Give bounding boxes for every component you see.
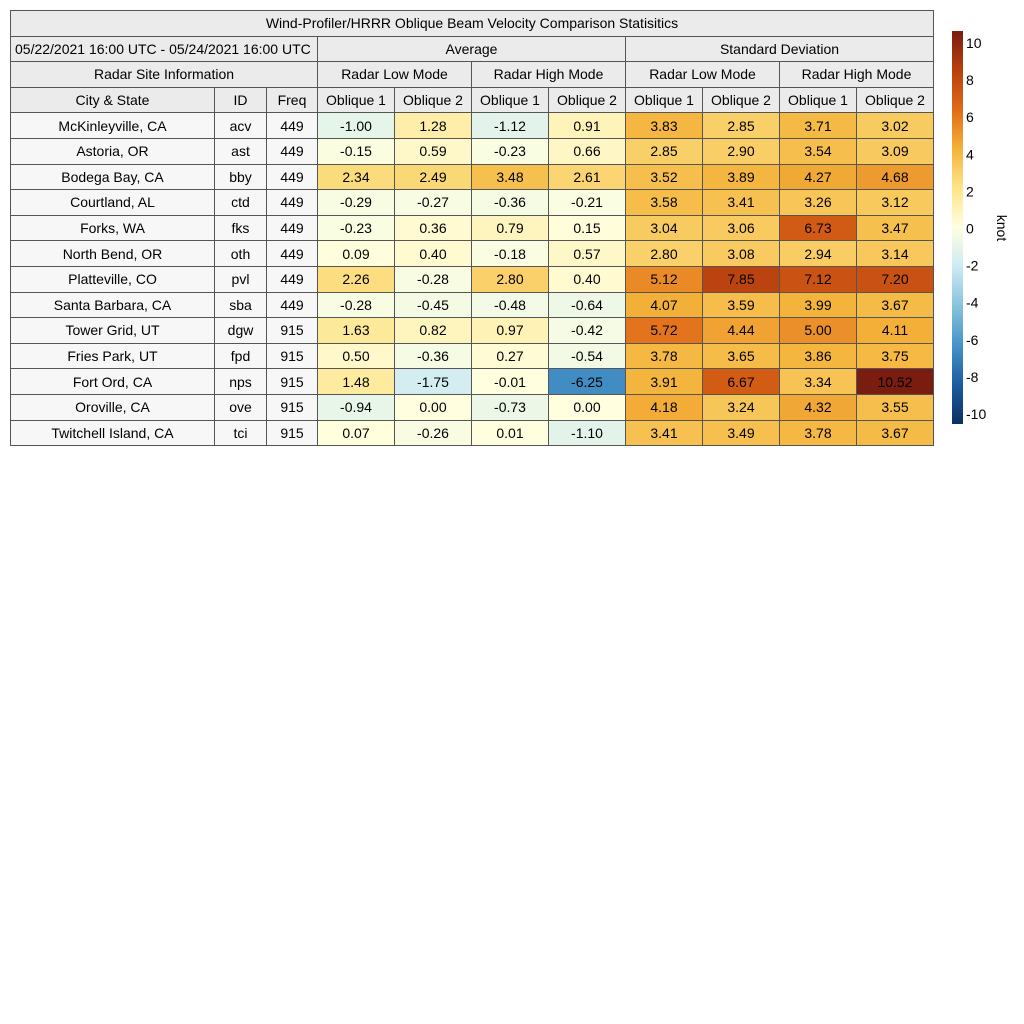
- time-period: 05/22/2021 16:00 UTC - 05/24/2021 16:00 UTC: [11, 36, 318, 62]
- table-row: [11, 343, 934, 369]
- value-cell: -0.28: [395, 266, 472, 292]
- freq-cell: 915: [267, 420, 318, 446]
- value-cell: 3.54: [780, 138, 857, 164]
- value-cell: 3.99: [780, 292, 857, 318]
- value-cell: 5.12: [626, 266, 703, 292]
- city-cell: Platteville, CO: [11, 266, 215, 292]
- colorbar-tick-label: 4: [966, 146, 974, 163]
- value-cell: -0.23: [472, 138, 549, 164]
- id-cell: fpd: [215, 343, 267, 369]
- value-cell: 3.02: [857, 113, 934, 139]
- city-cell: McKinleyville, CA: [11, 113, 215, 139]
- colorbar-tick-label: 8: [966, 72, 974, 89]
- value-cell: -0.21: [549, 190, 626, 216]
- value-cell: 7.20: [857, 266, 934, 292]
- value-cell: 1.48: [318, 369, 395, 395]
- id-cell: ast: [215, 138, 267, 164]
- value-cell: 3.83: [626, 113, 703, 139]
- city-cell: Bodega Bay, CA: [11, 164, 215, 190]
- value-cell: 5.00: [780, 318, 857, 344]
- value-cell: 3.04: [626, 215, 703, 241]
- value-cell: 4.07: [626, 292, 703, 318]
- colorbar-gradient: [952, 31, 963, 424]
- table-row: [11, 420, 934, 446]
- city-cell: Tower Grid, UT: [11, 318, 215, 344]
- mode-header: Radar High Mode: [472, 62, 626, 88]
- value-cell: 0.15: [549, 215, 626, 241]
- value-cell: 2.85: [703, 113, 780, 139]
- value-cell: 2.90: [703, 138, 780, 164]
- value-cell: -0.73: [472, 394, 549, 420]
- value-cell: 4.27: [780, 164, 857, 190]
- city-cell: Courtland, AL: [11, 190, 215, 216]
- value-cell: 0.27: [472, 343, 549, 369]
- value-cell: 3.08: [703, 241, 780, 267]
- value-cell: 7.12: [780, 266, 857, 292]
- value-cell: -0.23: [318, 215, 395, 241]
- value-cell: 3.14: [857, 241, 934, 267]
- value-cell: 3.26: [780, 190, 857, 216]
- colorbar-tick-label: -6: [966, 331, 979, 348]
- value-cell: 0.59: [395, 138, 472, 164]
- value-cell: 0.01: [472, 420, 549, 446]
- city-cell: Twitchell Island, CA: [11, 420, 215, 446]
- value-cell: -1.12: [472, 113, 549, 139]
- beam-column-header: Oblique 1: [472, 87, 549, 113]
- beam-column-header: Oblique 2: [703, 87, 780, 113]
- value-cell: 0.79: [472, 215, 549, 241]
- value-cell: 3.58: [626, 190, 703, 216]
- value-cell: -0.36: [472, 190, 549, 216]
- freq-cell: 449: [267, 113, 318, 139]
- table-row: [11, 266, 934, 292]
- value-cell: 6.73: [780, 215, 857, 241]
- id-cell: tci: [215, 420, 267, 446]
- value-cell: 3.52: [626, 164, 703, 190]
- mode-header: Radar Low Mode: [626, 62, 780, 88]
- id-cell: fks: [215, 215, 267, 241]
- freq-cell: 449: [267, 215, 318, 241]
- value-cell: 1.28: [395, 113, 472, 139]
- value-cell: 0.50: [318, 343, 395, 369]
- city-cell: Santa Barbara, CA: [11, 292, 215, 318]
- colorbar-tick-label: 10: [966, 35, 982, 51]
- value-cell: 3.91: [626, 369, 703, 395]
- freq-cell: 915: [267, 318, 318, 344]
- value-cell: -0.64: [549, 292, 626, 318]
- value-cell: -6.25: [549, 369, 626, 395]
- value-cell: 3.48: [472, 164, 549, 190]
- value-cell: 3.12: [857, 190, 934, 216]
- value-cell: 3.41: [626, 420, 703, 446]
- value-cell: 2.49: [395, 164, 472, 190]
- value-cell: 3.41: [703, 190, 780, 216]
- id-column-header: ID: [215, 87, 267, 113]
- value-cell: -0.15: [318, 138, 395, 164]
- site-info-header: Radar Site Information: [11, 62, 318, 88]
- table-row: [11, 113, 934, 139]
- value-cell: 4.11: [857, 318, 934, 344]
- value-cell: 0.09: [318, 241, 395, 267]
- colorbar-tick-label: -4: [966, 294, 979, 311]
- beam-column-header: Oblique 2: [549, 87, 626, 113]
- freq-column-header: Freq: [267, 87, 318, 113]
- value-cell: 4.18: [626, 394, 703, 420]
- value-cell: -0.48: [472, 292, 549, 318]
- table-row: [11, 215, 934, 241]
- value-cell: 0.97: [472, 318, 549, 344]
- value-cell: 2.80: [626, 241, 703, 267]
- table-row: [11, 292, 934, 318]
- average-group-header: Average: [318, 36, 626, 62]
- value-cell: -1.00: [318, 113, 395, 139]
- colorbar-tick-label: -2: [966, 257, 979, 274]
- value-cell: -0.36: [395, 343, 472, 369]
- value-cell: 3.86: [780, 343, 857, 369]
- freq-cell: 449: [267, 138, 318, 164]
- beam-column-header: Oblique 1: [318, 87, 395, 113]
- value-cell: 0.07: [318, 420, 395, 446]
- value-cell: 0.57: [549, 241, 626, 267]
- id-cell: pvl: [215, 266, 267, 292]
- freq-cell: 449: [267, 241, 318, 267]
- beam-column-header: Oblique 1: [780, 87, 857, 113]
- colorbar-tick-label: 6: [966, 109, 974, 126]
- table-row: [11, 190, 934, 216]
- value-cell: 2.80: [472, 266, 549, 292]
- value-cell: 0.36: [395, 215, 472, 241]
- mode-header: Radar Low Mode: [318, 62, 472, 88]
- freq-cell: 449: [267, 266, 318, 292]
- freq-cell: 915: [267, 369, 318, 395]
- city-column-header: City & State: [11, 87, 215, 113]
- value-cell: 3.67: [857, 420, 934, 446]
- table-title: Wind-Profiler/HRRR Oblique Beam Velocity Comparison Statisitics: [11, 11, 934, 37]
- beam-column-header: Oblique 2: [395, 87, 472, 113]
- value-cell: -0.27: [395, 190, 472, 216]
- id-cell: nps: [215, 369, 267, 395]
- value-cell: -0.42: [549, 318, 626, 344]
- freq-cell: 915: [267, 343, 318, 369]
- value-cell: -1.75: [395, 369, 472, 395]
- value-cell: -0.01: [472, 369, 549, 395]
- table-row: [11, 394, 934, 420]
- city-cell: Astoria, OR: [11, 138, 215, 164]
- id-cell: acv: [215, 113, 267, 139]
- colorbar-tick-label: -10: [966, 406, 987, 422]
- colorbar-tick-label: -8: [966, 368, 979, 385]
- value-cell: 5.72: [626, 318, 703, 344]
- colorbar-tick-label: 2: [966, 183, 974, 200]
- city-cell: Oroville, CA: [11, 394, 215, 420]
- value-cell: 0.91: [549, 113, 626, 139]
- value-cell: 0.00: [395, 394, 472, 420]
- value-cell: 0.66: [549, 138, 626, 164]
- table-row: [11, 241, 934, 267]
- value-cell: 3.55: [857, 394, 934, 420]
- colorbar-tick-label: 0: [966, 220, 974, 237]
- value-cell: 6.67: [703, 369, 780, 395]
- value-cell: 0.40: [549, 266, 626, 292]
- value-cell: 3.34: [780, 369, 857, 395]
- value-cell: -0.18: [472, 241, 549, 267]
- city-cell: Forks, WA: [11, 215, 215, 241]
- value-cell: 3.49: [703, 420, 780, 446]
- table-row: [11, 318, 934, 344]
- value-cell: 2.94: [780, 241, 857, 267]
- value-cell: 2.26: [318, 266, 395, 292]
- value-cell: 1.63: [318, 318, 395, 344]
- id-cell: oth: [215, 241, 267, 267]
- mode-header: Radar High Mode: [780, 62, 934, 88]
- value-cell: -0.28: [318, 292, 395, 318]
- city-cell: North Bend, OR: [11, 241, 215, 267]
- freq-cell: 449: [267, 164, 318, 190]
- id-cell: ove: [215, 394, 267, 420]
- city-cell: Fort Ord, CA: [11, 369, 215, 395]
- value-cell: -0.29: [318, 190, 395, 216]
- std-group-header: Standard Deviation: [626, 36, 934, 62]
- table-row: [11, 369, 934, 395]
- value-cell: 3.24: [703, 394, 780, 420]
- table-body: [11, 113, 934, 446]
- value-cell: 3.09: [857, 138, 934, 164]
- value-cell: 3.65: [703, 343, 780, 369]
- value-cell: 2.34: [318, 164, 395, 190]
- beam-column-header: Oblique 2: [857, 87, 934, 113]
- colorbar-unit-label: knot: [994, 214, 1010, 242]
- value-cell: 0.82: [395, 318, 472, 344]
- value-cell: 3.78: [780, 420, 857, 446]
- value-cell: 4.68: [857, 164, 934, 190]
- value-cell: -0.26: [395, 420, 472, 446]
- id-cell: ctd: [215, 190, 267, 216]
- value-cell: 2.61: [549, 164, 626, 190]
- freq-cell: 449: [267, 292, 318, 318]
- value-cell: 3.75: [857, 343, 934, 369]
- table-row: [11, 164, 934, 190]
- value-cell: -0.45: [395, 292, 472, 318]
- value-cell: 3.78: [626, 343, 703, 369]
- value-cell: 3.89: [703, 164, 780, 190]
- value-cell: 0.40: [395, 241, 472, 267]
- id-cell: dgw: [215, 318, 267, 344]
- city-cell: Fries Park, UT: [11, 343, 215, 369]
- value-cell: 2.85: [626, 138, 703, 164]
- colorbar-legend: [945, 28, 1015, 428]
- id-cell: sba: [215, 292, 267, 318]
- value-cell: -0.54: [549, 343, 626, 369]
- value-cell: 4.32: [780, 394, 857, 420]
- table-row: [11, 138, 934, 164]
- value-cell: 7.85: [703, 266, 780, 292]
- value-cell: 0.00: [549, 394, 626, 420]
- id-cell: bby: [215, 164, 267, 190]
- value-cell: 3.67: [857, 292, 934, 318]
- freq-cell: 915: [267, 394, 318, 420]
- value-cell: 3.59: [703, 292, 780, 318]
- stats-table: [10, 10, 934, 446]
- beam-column-header: Oblique 1: [626, 87, 703, 113]
- value-cell: -1.10: [549, 420, 626, 446]
- value-cell: 10.52: [857, 369, 934, 395]
- value-cell: 3.47: [857, 215, 934, 241]
- freq-cell: 449: [267, 190, 318, 216]
- value-cell: 3.06: [703, 215, 780, 241]
- value-cell: 3.71: [780, 113, 857, 139]
- value-cell: -0.94: [318, 394, 395, 420]
- value-cell: 4.44: [703, 318, 780, 344]
